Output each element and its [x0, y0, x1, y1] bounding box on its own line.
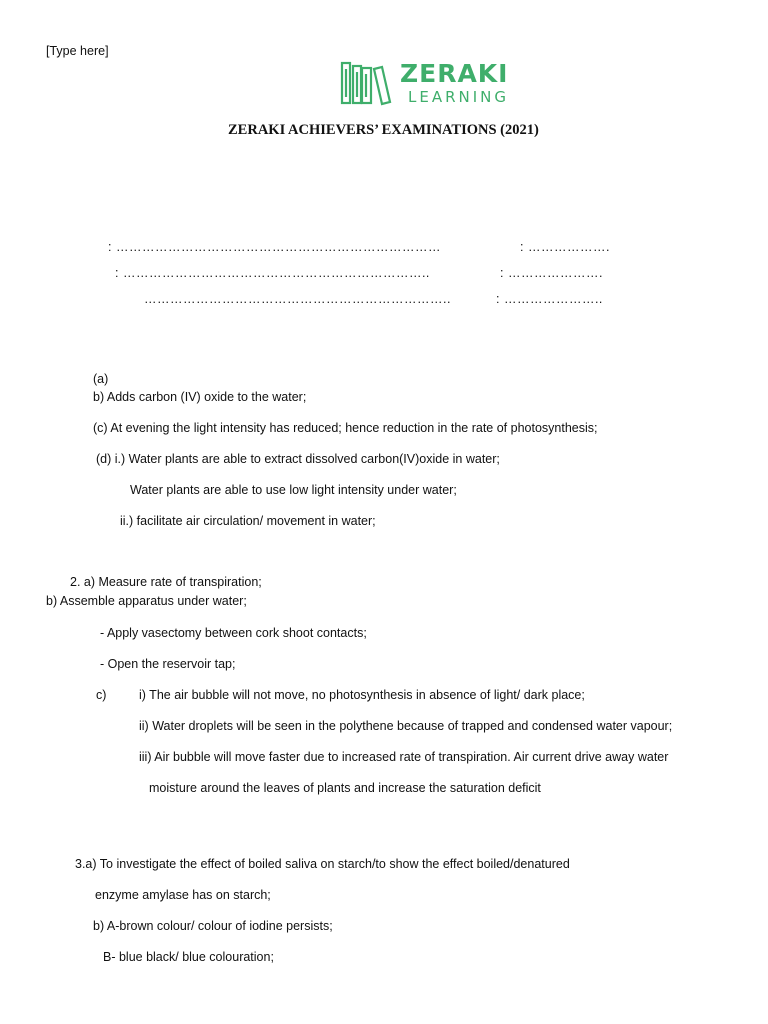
answer-line: ii) Water droplets will be seen in the polythene because of trapped and condensed water vapour;: [139, 719, 673, 733]
form-line-2-left: : ……………………………………………………………..: [115, 266, 430, 280]
answer-line: Water plants are able to use low light intensity under water;: [130, 483, 457, 497]
answer-line: moisture around the leaves of plants and increase the saturation deficit: [149, 781, 541, 795]
form-line-2-right: : ………………….: [500, 266, 603, 280]
answer-line: B- blue black/ blue colouration;: [103, 950, 274, 964]
answer-line: b) Assemble apparatus under water;: [46, 594, 247, 608]
zeraki-logo: [340, 60, 540, 108]
answer-line: enzyme amylase has on starch;: [95, 888, 271, 902]
answer-line: (a): [93, 372, 109, 386]
form-line-3-right: : …………………..: [496, 292, 603, 306]
logo-brand: ZERAKI: [400, 59, 509, 88]
answer-line: iii) Air bubble will move faster due to increased rate of transpiration. Air current drive away water: [139, 750, 669, 764]
form-line-3-left: ……………………………………………………………..: [144, 292, 451, 306]
answer-line: (d) i.) Water plants are able to extract dissolved carbon(IV)oxide in water;: [96, 452, 500, 466]
answer-line: - Apply vasectomy between cork shoot contacts;: [100, 626, 367, 640]
answer-line: (c) At evening the light intensity has reduced; hence reduction in the rate of photosynthesis;: [93, 421, 598, 435]
answer-line: 3.a) To investigate the effect of boiled saliva on starch/to show the effect boiled/denatured: [75, 857, 570, 871]
answer-line: i) The air bubble will not move, no photosynthesis in absence of light/ dark place;: [139, 688, 585, 702]
answer-line: b) A-brown colour/ colour of iodine persists;: [93, 919, 333, 933]
answer-line: - Open the reservoir tap;: [100, 657, 236, 671]
header-placeholder: [Type here]: [46, 44, 109, 58]
answer-line: b) Adds carbon (IV) oxide to the water;: [93, 390, 307, 404]
form-line-1-right: : ……………….: [520, 240, 610, 254]
page-title: ZERAKI ACHIEVERS’ EXAMINATIONS (2021): [228, 122, 539, 138]
answer-line: ii.) facilitate air circulation/ movement in water;: [120, 514, 376, 528]
form-line-1-left: : …………………………………………………………………: [108, 240, 441, 254]
answer-line: c): [96, 688, 107, 702]
answer-line: 2. a) Measure rate of transpiration;: [70, 575, 262, 589]
logo-sub: LEARNING: [408, 88, 510, 106]
books-icon: [340, 60, 396, 106]
